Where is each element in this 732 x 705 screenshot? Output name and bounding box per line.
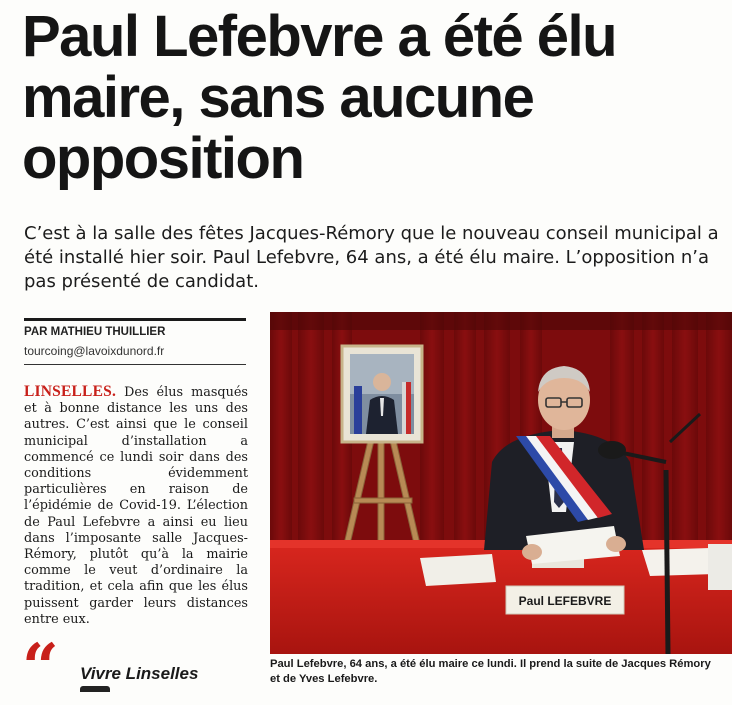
quote-mark-icon: “ <box>22 630 59 705</box>
byline-bottom-rule <box>24 364 246 365</box>
body-text: Des élus masqués et à bonne distance les uns des autres. C’est ainsi que le conseil municipal d’installation a commencé ce lundi soir dans des conditions évidemment particulières en raison de l’épidémie de Covid-19. L’élection de Paul Lefebvre a ainsi eu lieu dans l’imposante salle Jacques-Rémory, plutôt qu’à la mairie comme le veut d’ordinaire la tradition, et cela afin que les élus puissent garder leurs distances entre eux. <box>24 385 248 627</box>
pull-quote: Vivre Linselles <box>80 664 199 683</box>
presidential-portrait <box>342 346 422 442</box>
cut-off-text <box>80 686 110 692</box>
byline-top-rule <box>24 318 246 321</box>
article-lede: C’est à la salle des fêtes Jacques-Rémory que le nouveau conseil municipal a été installé hier soir. Paul Lefebvre, 64 ans, a été élu maire. L’opposition n’a pas présenté de candidat. <box>24 223 719 292</box>
dateline: LINSELLES. <box>24 383 117 400</box>
caption-line-2: et de Yves Lefebvre. <box>270 673 378 685</box>
author-email: tourcoing@lavoixdunord.fr <box>24 344 165 358</box>
caption-line-1: Paul Lefebvre, 64 ans, a été élu maire ce lundi. Il prend la suite de Jacques Rémory <box>270 658 711 670</box>
article-body <box>24 384 248 628</box>
article-headline: Paul Lefebvre a été élu maire, sans aucune opposition <box>22 4 617 191</box>
byline: PAR MATHIEU THUILLIER <box>24 326 166 338</box>
photo-caption <box>270 657 732 692</box>
article-photo <box>270 312 732 654</box>
nameplate: Paul LEFEBVRE <box>518 594 612 608</box>
